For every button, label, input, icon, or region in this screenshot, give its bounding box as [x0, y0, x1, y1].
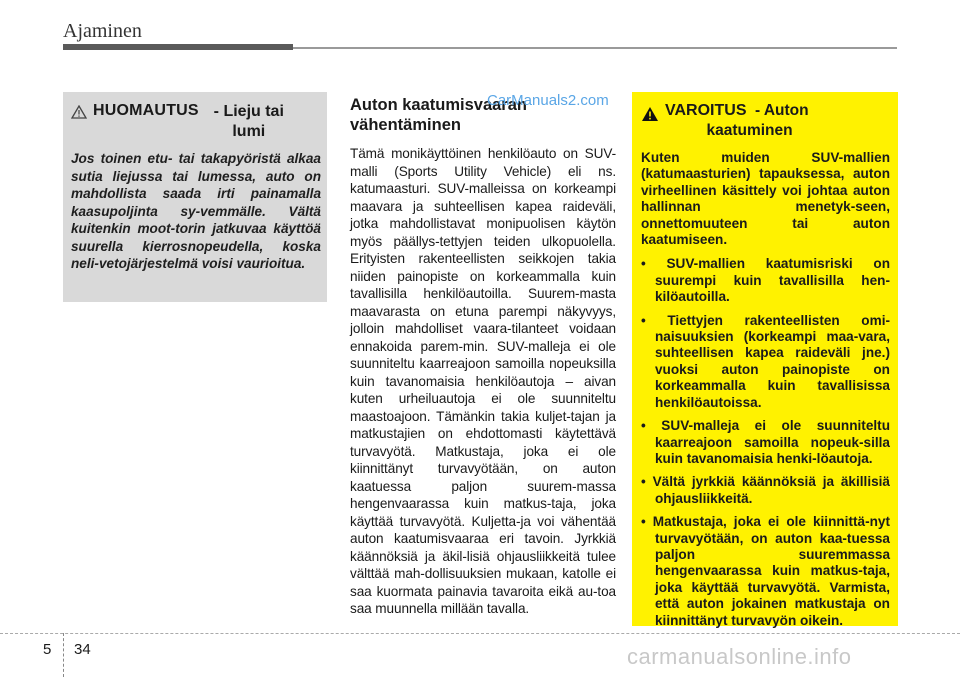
note-header: [71, 102, 321, 142]
note-box: [63, 92, 327, 302]
chapter-number: 5: [43, 641, 52, 658]
warning-list-item: • Matkustaja, joka ei ole kiinnittä-nyt turvavyötään, on auton kaa-tuessa paljon suuremmassa hengenvaarassa kuin matkus-taja, joka käyttää turvavyötä. Varmista, että auton jokainen matkustaja on kiinnittänyt turvavyön oikein.: [641, 514, 890, 628]
watermark: CarManuals2.com: [487, 92, 609, 109]
page-number: 34: [74, 641, 91, 658]
footer-rule-horizontal: [0, 633, 960, 634]
warning-label: VAROITUS: [665, 102, 747, 119]
warning-list: [641, 256, 890, 629]
note-label: HUOMAUTUS: [93, 102, 199, 119]
warning-list-item: • SUV-malleja ei ole suunniteltu kaarreajoon samoilla nopeuk-silla kuin tavanomaisia henki-löautoja.: [641, 418, 890, 466]
warning-triangle-outline-icon: [71, 105, 87, 124]
site-watermark: carmanualsonline.info: [627, 644, 852, 669]
warning-intro: Kuten muiden SUV-mallien (katumaasturien) tapauksessa, auton virheellinen käsittely voi johtaa auton hallinnan menetyk-seen, onnettomuuteen tai auton kaatumiseen.: [641, 150, 890, 248]
warning-triangle-filled-icon: [641, 106, 659, 127]
article-title: Auton kaatumisvaaran vähentäminen: [350, 96, 527, 134]
warning-list-item: • SUV-mallien kaatumisriski on suurempi kuin tavallisilla hen-kilöautoilla.: [641, 256, 890, 305]
header-rule-light: [293, 47, 897, 49]
warning-subject-line2: kaatuminen: [706, 122, 793, 139]
warning-subject-line1: - Auton: [754, 102, 809, 119]
article-body: Tämä monikäyttöinen henkilöauto on SUV-malli (Sports Utility Vehicle) eli ns. katumaasturi. SUV-malleissa on korkeampi maavara ja suhteellisen kapea raideväli, jotka mahdollistavat monipuolisen käytön myös päällys-tettyjen teiden ulkopuolella. Erityisten rakenteellisten seikkojen takia niiden painopiste on korkeammalla kuin tavallisilla henkilöautoilla. Suurem-masta maavarasta on etuna parempi näkyvyys, jolloin mahdolliset vaara-tilanteet voidaan ennakoida parem-min. SUV-malleja ei ole suunniteltu kaarreajoon samoilla nopeuksilla kuin tavanomaisia henkilöautoja – aivan kuten urheiluautoja ei ole suunniteltu maastoajoon. Tämänkin takia kuljet-tajan ja matkustajien on ehdottomasti käytettävä turvavyötä. Matkustaja, joka ei ole kiinnittänyt turvavyötään, on auton kaatuessa paljon suurem-massa hengenvaarassa kuin matkus-taja, joka käyttää turvavyötä. Kuljetta-ja voi vähentää auton kaatumisvaaraa eri tavoin. Jyrkkiä käännöksiä ja äkil-lisiä ohjausliikkeitä tulee välttää mah-dollisuuksien mukaan, katolle ei saa kuormata painavia tavaroita eikä au-toa saa muunnella millään tavalla.: [350, 146, 616, 616]
article: [350, 95, 616, 618]
warning-header: [641, 102, 890, 140]
note-subject: - Lieju tai lumi: [213, 103, 284, 140]
warning-list-item: • Vältä jyrkkiä käännöksiä ja äkillisiä ohjausliikkeitä.: [641, 474, 890, 506]
warning-list-item: • Tiettyjen rakenteellisten omi-naisuuksien (korkeampi maa-vara, suhteellisen kapea raideväli jne.) vuoksi auton painopiste on korkeammalla kuin tavallisissa henkilöautoissa.: [641, 312, 890, 410]
section-title: Ajaminen: [63, 20, 142, 42]
warning-box: [632, 92, 898, 626]
header-rule-dark: [63, 44, 293, 50]
note-text: Jos toinen etu- tai takapyöristä alkaa sutia liejussa tai lumessa, auto on mahdollista saada irti painamalla kaasupoljinta sy-vemmälle. Vältä kuitenkin moot-torin jatkuvaa käyttöä suurella kierrosnopeudella, koska neli-vetojärjestelmä voisi vaurioitua.: [71, 151, 321, 271]
footer-rule-vertical: [63, 633, 64, 677]
